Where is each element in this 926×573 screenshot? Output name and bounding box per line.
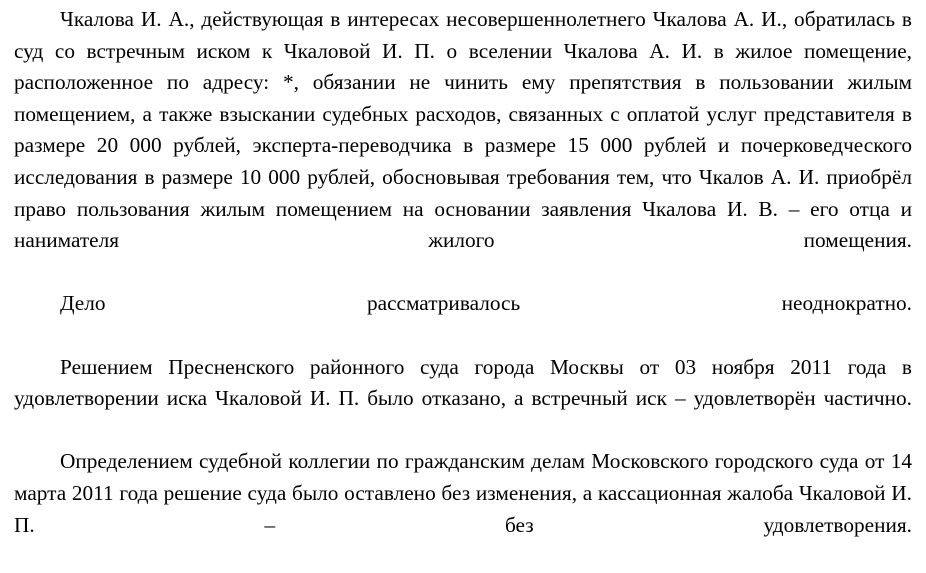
paragraph: Решением Пресненского районного суда города Москвы от 03 ноября 2011 года в удовлетворении иска Чкаловой И. П. было отказано, а встречный иск – удовлетворён частично.	[14, 354, 912, 411]
document-body	[14, 4, 912, 573]
paragraph: Определением судебной коллегии по гражданским делам Московского городского суда от 14 марта 2011 года решение суда было оставлено без изменения, а кассационная жалоба Чкаловой И. П. – без удовлетворения.	[14, 449, 912, 537]
paragraph: Дело рассматривалось неоднократно.	[60, 291, 912, 316]
paragraph: Чкалова И. А., действующая в интересах несовершеннолетнего Чкалова А. И., обратилась в суд со встречным иском к Чкаловой И. П. о вселении Чкалова А. И. в жилое помещение, расположенное по адресу: *, обязании не чинить ему препятствия в пользовании жилым помещением, а также взыскании судебных расходов, связанных с оплатой услуг представителя в размере 20 000 рублей, эксперта-переводчика в размере 15 000 рублей и почерковедческого исследования в размере 10 000 рублей, обосновывая требования тем, что Чкалов А. И. приобрёл право пользования жилым помещением на основании заявления Чкалова И. В. – его отца и нанимателя жилого помещения.	[14, 7, 912, 253]
